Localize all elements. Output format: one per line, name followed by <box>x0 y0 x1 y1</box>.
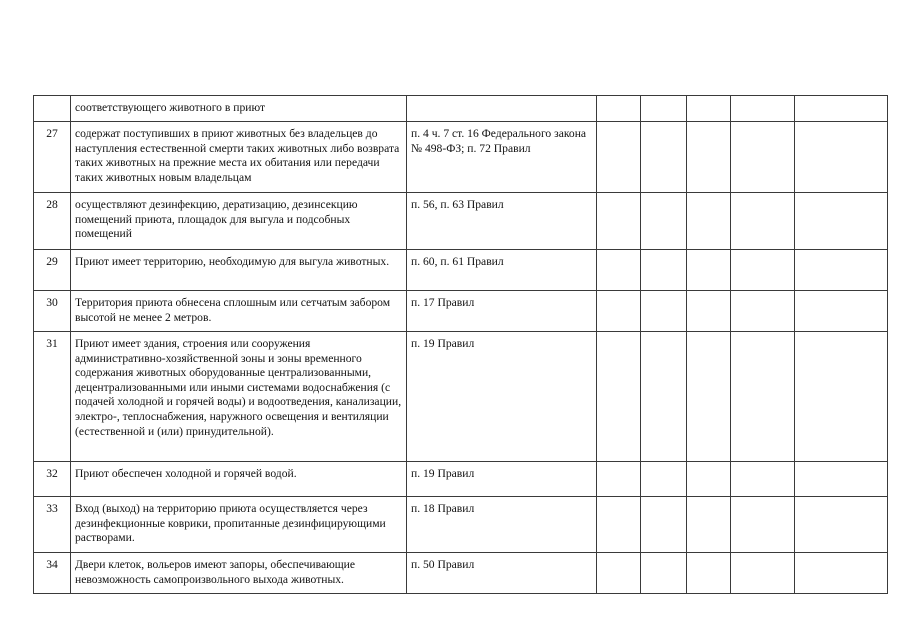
table-row <box>34 250 888 291</box>
row-number: 34 <box>34 553 71 594</box>
requirement-text: Приют имеет территорию, необходимую для выгула животных. <box>71 250 407 291</box>
answer-cell-no <box>641 291 687 332</box>
row-number: 29 <box>34 250 71 291</box>
answer-cell-na <box>687 462 731 497</box>
legal-reference: п. 18 Правил <box>407 497 597 553</box>
legal-reference: п. 60, п. 61 Правил <box>407 250 597 291</box>
requirement-text: Вход (выход) на территорию приюта осуществляется через дезинфекционные коврики, пропитанные дезинфицирующими растворами. <box>71 497 407 553</box>
answer-cell-na <box>687 193 731 250</box>
answer-cell-extra <box>731 122 795 193</box>
notes-cell <box>795 250 888 291</box>
legal-reference: п. 56, п. 63 Правил <box>407 193 597 250</box>
row-number: 27 <box>34 122 71 193</box>
answer-cell-extra <box>731 497 795 553</box>
legal-reference: п. 4 ч. 7 ст. 16 Федерального закона № 498-ФЗ; п. 72 Правил <box>407 122 597 193</box>
notes-cell <box>795 291 888 332</box>
table-row <box>34 96 888 122</box>
answer-cell-na <box>687 553 731 594</box>
requirement-text: осуществляют дезинфекцию, дератизацию, дезинсекцию помещений приюта, площадок для выгула и подсобных помещений <box>71 193 407 250</box>
row-number: 28 <box>34 193 71 250</box>
legal-reference: п. 50 Правил <box>407 553 597 594</box>
row-number: 32 <box>34 462 71 497</box>
table-row <box>34 332 888 462</box>
answer-cell-na <box>687 332 731 462</box>
answer-cell-yes <box>597 291 641 332</box>
table-row <box>34 497 888 553</box>
legal-reference: п. 17 Правил <box>407 291 597 332</box>
answer-cell-no <box>641 122 687 193</box>
table-row <box>34 193 888 250</box>
notes-cell <box>795 122 888 193</box>
requirement-text: содержат поступивших в приют животных без владельцев до наступления естественной смерти таких животных либо возврата таких животных на прежние места их обитания или передачи таких животных новым владельцам <box>71 122 407 193</box>
answer-cell-yes <box>597 332 641 462</box>
notes-cell <box>795 497 888 553</box>
notes-cell <box>795 96 888 122</box>
answer-cell-yes <box>597 553 641 594</box>
row-number: 31 <box>34 332 71 462</box>
answer-cell-na <box>687 96 731 122</box>
answer-cell-no <box>641 462 687 497</box>
table-row <box>34 122 888 193</box>
answer-cell-extra <box>731 250 795 291</box>
answer-cell-extra <box>731 462 795 497</box>
answer-cell-na <box>687 291 731 332</box>
answer-cell-yes <box>597 193 641 250</box>
answer-cell-na <box>687 497 731 553</box>
table-row <box>34 553 888 594</box>
answer-cell-no <box>641 497 687 553</box>
answer-cell-na <box>687 250 731 291</box>
requirement-text: соответствующего животного в приют <box>71 96 407 122</box>
requirement-text: Двери клеток, вольеров имеют запоры, обеспечивающие невозможность самопроизвольного выхода животных. <box>71 553 407 594</box>
notes-cell <box>795 193 888 250</box>
requirement-text: Приют обеспечен холодной и горячей водой. <box>71 462 407 497</box>
answer-cell-yes <box>597 462 641 497</box>
row-number: 30 <box>34 291 71 332</box>
document-page <box>33 95 887 594</box>
legal-reference <box>407 96 597 122</box>
notes-cell <box>795 462 888 497</box>
answer-cell-yes <box>597 96 641 122</box>
answer-cell-extra <box>731 553 795 594</box>
answer-cell-extra <box>731 193 795 250</box>
legal-reference: п. 19 Правил <box>407 332 597 462</box>
answer-cell-extra <box>731 291 795 332</box>
answer-cell-no <box>641 332 687 462</box>
notes-cell <box>795 553 888 594</box>
answer-cell-yes <box>597 497 641 553</box>
answer-cell-no <box>641 553 687 594</box>
requirement-text: Территория приюта обнесена сплошным или сетчатым забором высотой не менее 2 метров. <box>71 291 407 332</box>
checklist-table <box>33 95 888 594</box>
legal-reference: п. 19 Правил <box>407 462 597 497</box>
answer-cell-no <box>641 193 687 250</box>
answer-cell-no <box>641 250 687 291</box>
row-number <box>34 96 71 122</box>
answer-cell-na <box>687 122 731 193</box>
answer-cell-extra <box>731 96 795 122</box>
notes-cell <box>795 332 888 462</box>
answer-cell-extra <box>731 332 795 462</box>
row-number: 33 <box>34 497 71 553</box>
answer-cell-yes <box>597 250 641 291</box>
table-row <box>34 462 888 497</box>
requirement-text: Приют имеет здания, строения или сооружения административно-хозяйственной зоны и зоны временного содержания животных оборудованные централизованными, децентрализованными или иными системами водоснабжения (с подачей холодной и горячей воды) и водоотведения, канализации, электро-, теплоснабжения, наружного освещения и вентиляции (естественной и (или) принудительной). <box>71 332 407 462</box>
table-row <box>34 291 888 332</box>
answer-cell-no <box>641 96 687 122</box>
answer-cell-yes <box>597 122 641 193</box>
